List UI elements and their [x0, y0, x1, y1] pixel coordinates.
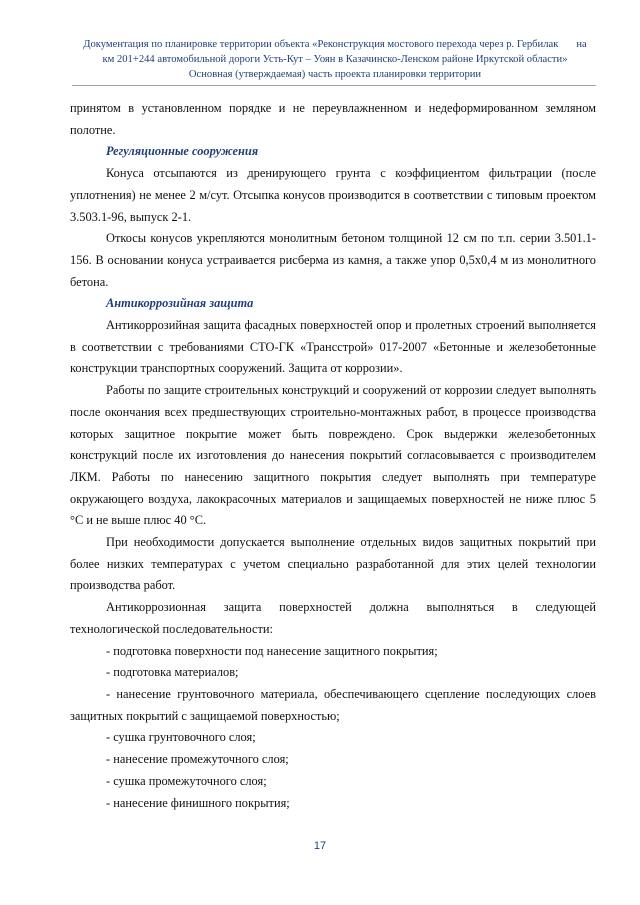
page-header — [70, 37, 600, 82]
page-number: 17 — [313, 840, 327, 852]
header-line-3: Основная (утверждаемая) часть проекта планировки территории — [188, 69, 482, 80]
header-line-1-end: на — [576, 39, 587, 50]
list-item: - нанесение финишного покрытия; — [106, 795, 290, 810]
paragraph-3: Откосы конусов укрепляются монолитным бетоном толщиной 12 см по т.п. серии 3.501.1-156. В основании конуса устраивается рисберма из камня, а также упор 0,5х0,4 м из монолитного бетона. — [70, 231, 596, 289]
list-item: - нанесение грунтовочного материала, обеспечивающего сцепление последующих слоев защитных покрытий с защищаемой поверхностью; — [70, 686, 596, 723]
header-line-1 — [70, 37, 600, 52]
paragraph-7: Антикоррозионная защита поверхностей должна выполняться в следующей технологической последовательности: — [70, 600, 596, 636]
section-heading-corrosion: Антикоррозийная защита — [106, 296, 254, 311]
paragraph-4: Антикоррозийная защита фасадных поверхностей опор и пролетных строений выполняется в соответствии с требованиями СТО-ГК «Трансстрой» 017-2007 «Бетонные и железобетонные конструкции транспортных сооружений. Защита от коррозии». — [70, 318, 596, 376]
paragraph-6: При необходимости допускается выполнение отдельных видов защитных покрытий при более низких температурах с учетом специально разработанной для этих целей технологии производства работ. — [70, 535, 596, 593]
list-item: - сушка промежуточного слоя; — [106, 773, 267, 788]
list-item: - подготовка материалов; — [106, 665, 239, 680]
list-item: - нанесение промежуточного слоя; — [106, 752, 289, 767]
header-line-1-text: Документация по планировке территории объекта «Реконструкция мостового перехода через р. Гербилак — [83, 39, 559, 50]
paragraph-1: принятом в установленном порядке и не переувлажненном и недеформированном земляном полотне. — [70, 101, 596, 137]
list-item: - сушка грунтовочного слоя; — [106, 730, 256, 745]
paragraph-2: Конуса отсыпаются из дренирующего грунта с коэффициентом фильтрации (после уплотнения) не менее 2 м/сут. Отсыпка конусов производится в соответствии с типовым проектом 3.503.1-96, выпуск 2-1. — [70, 166, 596, 224]
work-sequence-list — [70, 641, 596, 815]
paragraph-5: Работы по защите строительных конструкций и сооружений от коррозии следует выполнять после окончания всех предшествующих строительно-монтажных работ, в процессе производства которых защитное покрытие может быть повреждено. Срок выдержки железобетонных конструкций после их изготовления до нанесения покрытий согласовывается с производителем ЛКМ. Работы по нанесению защитного покрытия следует выполнять при температуре окружающего воздуха, лакокрасочных материалов и защищаемых поверхностей не ниже плюс 5 °С и не выше плюс 40 °С. — [70, 383, 596, 528]
document-body — [70, 98, 596, 814]
header-line-2: км 201+244 автомобильной дороги Усть-Кут – Уоян в Казачинско-Ленском районе Иркутской области» — [102, 54, 568, 65]
header-divider — [72, 85, 596, 86]
section-heading-regulation: Регуляционные сооружения — [106, 144, 259, 159]
list-item: - подготовка поверхности под нанесение защитного покрытия; — [106, 643, 438, 658]
